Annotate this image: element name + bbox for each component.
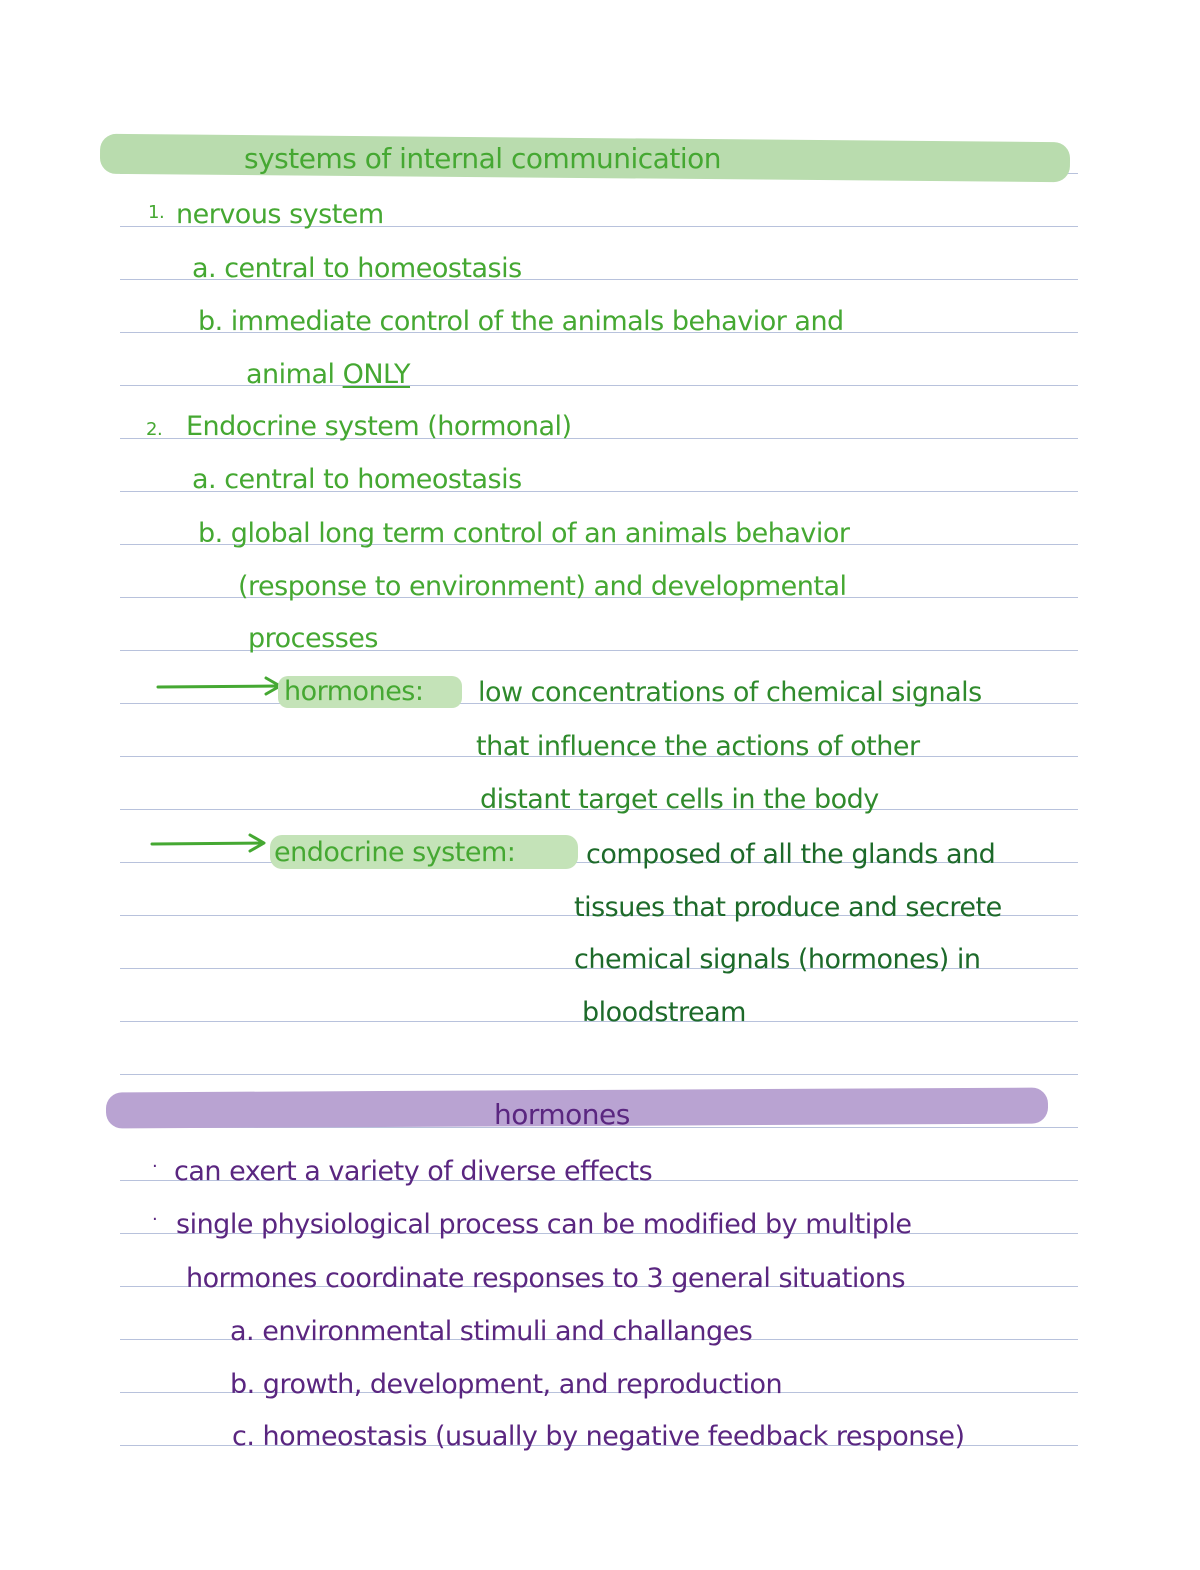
- def-endocrine-line4: bloodstream: [582, 997, 746, 1028]
- def-endocrine-line1: composed of all the glands and: [586, 839, 996, 870]
- hormones-bullet-2: single physiological process can be modified by multiple: [176, 1209, 912, 1240]
- item-endocrine-a: a. central to homeostasis: [192, 464, 522, 495]
- section-title-systems: systems of internal communication: [244, 142, 721, 175]
- hormones-situation-c: c. homeostasis (usually by negative feedback response): [232, 1421, 965, 1452]
- text-animal: animal: [246, 359, 335, 390]
- def-hormones-line3: distant target cells in the body: [480, 784, 879, 815]
- def-hormones-line2: that influence the actions of other: [476, 731, 920, 762]
- bullet-dot: ·: [152, 1209, 158, 1230]
- def-endocrine-line3: chemical signals (hormones) in: [574, 944, 981, 975]
- item-nervous-b-cont: [246, 358, 410, 392]
- section-title-hormones: hormones: [494, 1098, 630, 1131]
- item-nervous-b: b. immediate control of the animals behavior and: [198, 306, 844, 337]
- term-endocrine-system: endocrine system:: [274, 837, 516, 868]
- item-nervous-system: nervous system: [176, 199, 384, 230]
- arrow-right-icon: [156, 675, 286, 699]
- hormones-bullet-1: can exert a variety of diverse effects: [174, 1156, 653, 1187]
- item-nervous-a: a. central to homeostasis: [192, 253, 522, 284]
- hormones-bullet-2-cont: hormones coordinate responses to 3 general situations: [186, 1263, 906, 1294]
- term-hormones: hormones:: [284, 676, 424, 707]
- item-endocrine-b-cont2: processes: [248, 623, 378, 654]
- item-endocrine-b: b. global long term control of an animals behavior: [198, 518, 850, 549]
- item-endocrine-system: Endocrine system (hormonal): [186, 411, 572, 442]
- item-number-1: 1.: [148, 202, 165, 223]
- item-endocrine-b-cont1: (response to environment) and developmental: [238, 571, 847, 602]
- def-hormones-line1: low concentrations of chemical signals: [478, 677, 982, 708]
- item-number-2: 2.: [146, 419, 163, 440]
- text-only-underlined: ONLY: [342, 359, 411, 390]
- rule-line: [120, 1074, 1078, 1075]
- hormones-situation-b: b. growth, development, and reproduction: [230, 1369, 783, 1400]
- hormones-situation-a: a. environmental stimuli and challanges: [230, 1316, 753, 1347]
- def-endocrine-line2: tissues that produce and secrete: [574, 892, 1002, 923]
- bullet-dot: ·: [152, 1156, 158, 1177]
- arrow-right-icon: [150, 832, 270, 856]
